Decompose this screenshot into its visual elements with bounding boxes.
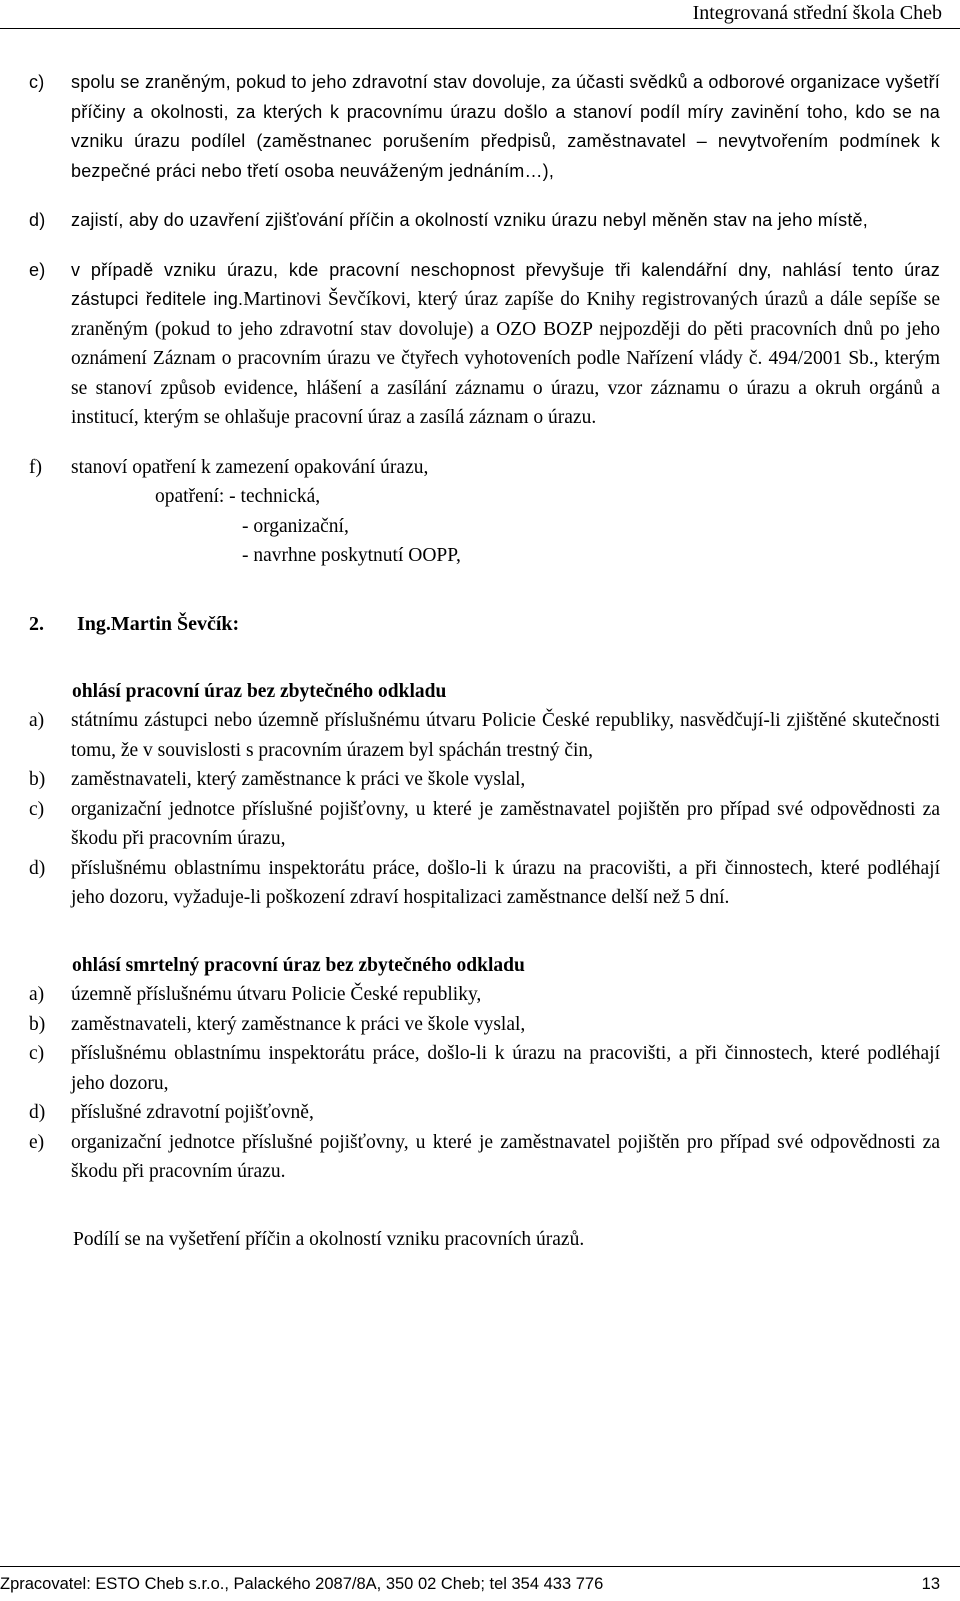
list-marker: b): [29, 1013, 46, 1035]
page-footer: [0, 1566, 960, 1601]
report-injury-heading: ohlásí pracovní úraz bez zbytečného odkladu: [72, 680, 447, 702]
section-heading: [0, 609, 940, 639]
page-number: 13: [921, 1575, 940, 1593]
closing-paragraph: Podílí se na vyšetření příčin a okolností vzniku pracovních úrazů.: [73, 1228, 585, 1250]
section-title: Ing.Martin Ševčík:: [77, 612, 240, 635]
list-marker: d): [29, 210, 46, 230]
list-item: [29, 1039, 940, 1098]
list-marker: a): [29, 984, 45, 1005]
list-marker: d): [29, 857, 46, 879]
list-item: [29, 980, 940, 1010]
list-marker: e): [29, 259, 46, 280]
list-marker: c): [29, 798, 45, 820]
list-marker: b): [29, 769, 46, 790]
list-item-c: [29, 68, 940, 186]
measures-item: - navrhne poskytnutí OOPP,: [242, 545, 461, 566]
list-item-text: Martinovi Ševčíkovi, který úraz zapíše do Knihy registrovaných úrazů a dále sepíše se zraněným (pokud to jeho zdravotní stav dovoluje) a OZO BOZP nejpozději do pěti pracovních dnů po jeho oznámení Záznam o pracovním úrazu ve čtyřech vyhotoveních podle Nařízení vlády č. 494/2001 Sb., kterým se stanoví způsob evidence, hlášení a zasílání záznamu o úrazu, vzor záznamu o úrazu a okruh orgánů a institucí, kterým se ohlašuje pracovní úraz a zasílá záznam o úrazu.: [71, 289, 940, 428]
list-item: [29, 1098, 940, 1128]
list-marker: a): [29, 710, 45, 731]
report-fatal-heading: ohlásí smrtelný pracovní úraz bez zbytečného odkladu: [72, 954, 525, 976]
list-item-text: organizační jednotce příslušné pojišťovny, u které je zaměstnavatel pojištěn pro případ své odpovědnosti za škodu při pracovním úrazu.: [71, 1131, 940, 1182]
school-name: Integrovaná střední škola Cheb: [692, 2, 942, 24]
list-item: [29, 795, 940, 854]
list-item-text: zaměstnavateli, který zaměstnance k práci ve škole vyslal,: [71, 1013, 526, 1035]
list-item-text: zajistí, aby do uzavření zjišťování příčin a okolností vzniku úrazu nebyl měněn stav na jeho místě,: [71, 210, 868, 230]
list-item-text: územně příslušnému útvaru Policie České republiky,: [71, 984, 482, 1005]
list-item: [29, 1010, 940, 1040]
list-item-d: [29, 206, 940, 236]
list-item-f: [29, 453, 940, 483]
list-item-text: příslušné zdravotní pojišťovně,: [71, 1102, 314, 1123]
list-item: [29, 706, 940, 765]
list-marker: d): [29, 1102, 46, 1123]
list-item-text: státnímu zástupci nebo územně příslušnému útvaru Policie České republiky, nasvědčují-li zjištěné skutečnosti tomu, že v souvislosti s pracovním úrazem byl spáchán trestný čin,: [71, 710, 940, 761]
list-marker: c): [29, 72, 45, 92]
list-marker: c): [29, 1043, 45, 1064]
list-item-e: [29, 256, 940, 433]
list-item-text: příslušnému oblastnímu inspektorátu práce, došlo-li k úrazu na pracovišti, a při činnostech, které podléhají jeho dozoru,: [71, 1043, 940, 1094]
list-item: [29, 854, 940, 913]
list-item-text: zaměstnavateli, který zaměstnance k práci ve škole vyslal,: [71, 769, 526, 790]
list-item-text: příslušnému oblastnímu inspektorátu práce, došlo-li k úrazu na pracovišti, a při činnostech, které podléhají jeho dozoru, vyžaduje-li poškození zdraví hospitalizaci zaměstnance delší než 5 dní.: [71, 857, 940, 908]
list-item: [29, 765, 940, 795]
list-marker: e): [29, 1131, 45, 1153]
document-body: [29, 68, 940, 1254]
list-item-text-sans: v případě vzniku úrazu, kde pracovní neschopnost převyšuje tři kalendářní dny, nahlásí tento úraz zástupci ředitele ing.: [71, 259, 940, 309]
list-item-text: spolu se zraněným, pokud to jeho zdravotní stav dovoluje, za účasti svědků a odborové organizace vyšetří příčiny a okolnosti, za kterých k pracovnímu úrazu došlo a stanoví podíl míry zavinění toho, kdo se na vzniku úrazu podílel (zaměstnanec porušením předpisů, zaměstnavatel – nevytvořením podmínek k bezpečné práci nebo třetí osoba neuváženým jednáním…),: [71, 72, 940, 181]
footer-text: Zpracovatel: ESTO Cheb s.r.o., Palackého 2087/8A, 350 02 Cheb; tel 354 433 776: [0, 1575, 604, 1593]
measures-item: - organizační,: [242, 515, 349, 537]
page-header: [0, 0, 960, 29]
list-item-text: organizační jednotce příslušné pojišťovny, u které je zaměstnavatel pojištěn pro případ své odpovědnosti za škodu při pracovním úrazu,: [71, 798, 940, 849]
list-item-text: stanoví opatření k zamezení opakování úrazu,: [71, 456, 429, 478]
list-item: [29, 1128, 940, 1187]
section-number: 2.: [29, 612, 44, 635]
measures-label: opatření: - technická,: [155, 486, 321, 507]
list-marker: f): [29, 456, 42, 478]
